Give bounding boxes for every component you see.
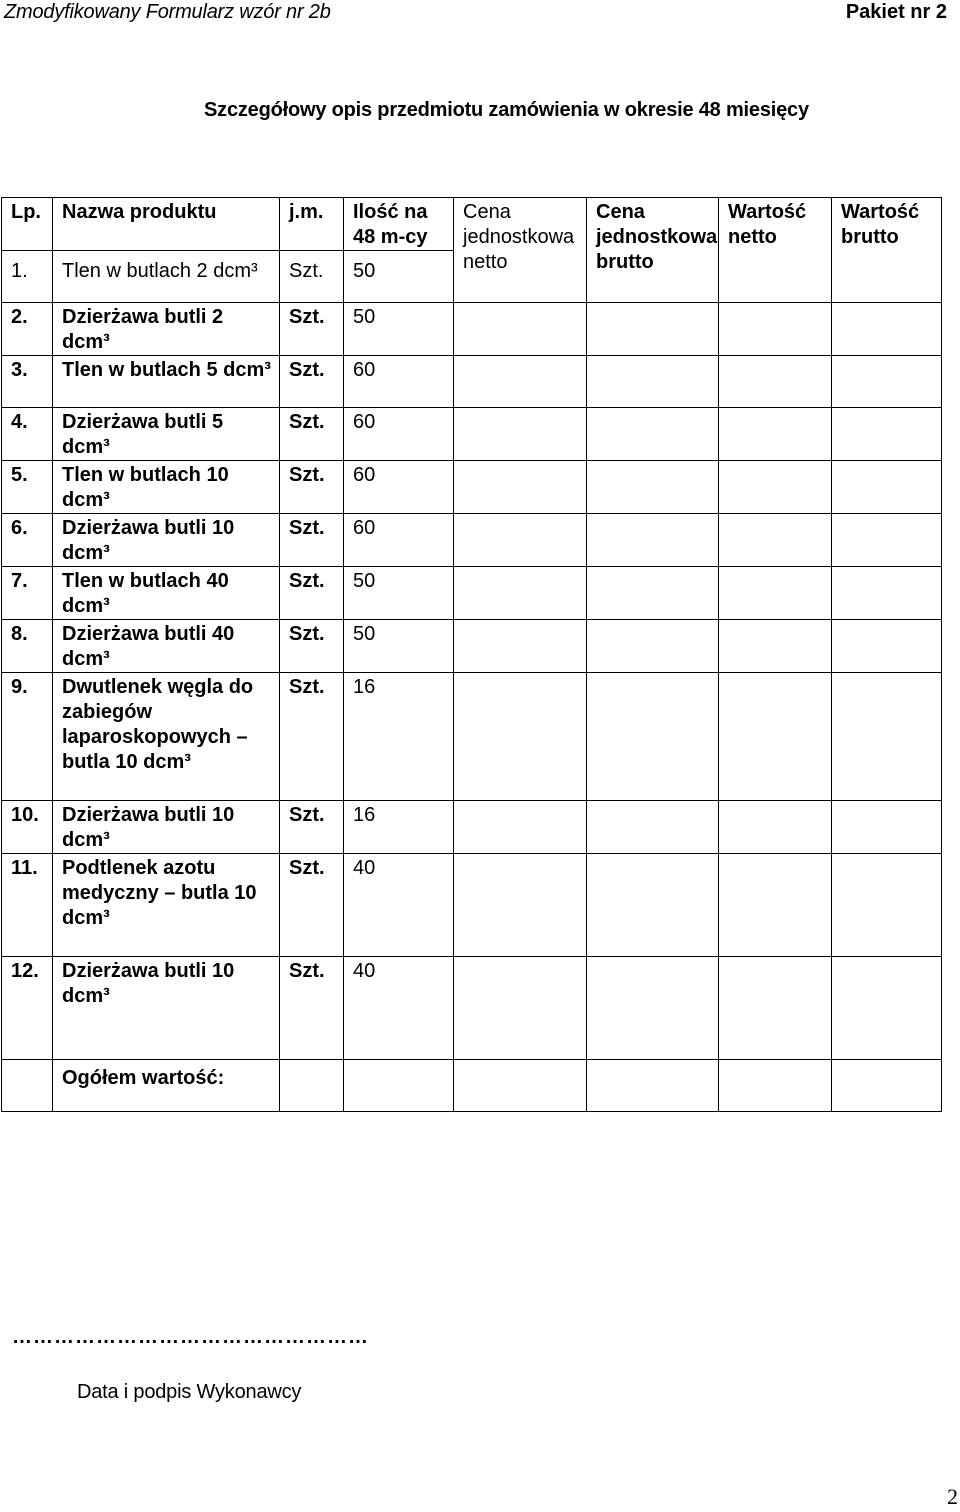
table-row bbox=[2, 303, 942, 356]
row-empty-cell bbox=[719, 303, 832, 356]
table-row bbox=[2, 567, 942, 620]
row-qty: 60 bbox=[344, 408, 454, 461]
total-empty-cell bbox=[454, 1060, 587, 1112]
row-empty-cell bbox=[832, 620, 942, 673]
row-empty-cell bbox=[587, 957, 719, 1060]
row-qty: 16 bbox=[344, 673, 454, 801]
page-number: 2 bbox=[947, 1484, 958, 1509]
row-lp: 1. bbox=[2, 251, 53, 303]
header-qty: Ilość na 48 m-cy bbox=[344, 198, 454, 251]
row-empty-cell bbox=[454, 673, 587, 801]
row-jm: Szt. bbox=[280, 461, 344, 514]
row-empty-cell bbox=[719, 408, 832, 461]
row-empty-cell bbox=[832, 567, 942, 620]
row-lp: 7. bbox=[2, 567, 53, 620]
form-title: Zmodyfikowany Formularz wzór nr 2b bbox=[4, 1, 331, 23]
signature-label: Data i podpis Wykonawcy bbox=[77, 1381, 302, 1403]
row-empty-cell bbox=[454, 514, 587, 567]
row-name: Tlen w butlach 2 dcm³ bbox=[53, 251, 280, 303]
row-jm: Szt. bbox=[280, 303, 344, 356]
row-jm: Szt. bbox=[280, 356, 344, 408]
row-empty-cell bbox=[587, 408, 719, 461]
row-qty: 40 bbox=[344, 957, 454, 1060]
row-lp: 10. bbox=[2, 801, 53, 854]
row-name: Podtlenek azotu medyczny – butla 10 dcm³ bbox=[53, 854, 280, 957]
row-empty-cell bbox=[719, 854, 832, 957]
table-header-row bbox=[2, 198, 942, 251]
header-unit-net: Cena jednostkowa netto bbox=[454, 198, 587, 303]
header-value-gross: Wartość brutto bbox=[832, 198, 942, 303]
row-empty-cell bbox=[832, 303, 942, 356]
row-name: Dzierżawa butli 2 dcm³ bbox=[53, 303, 280, 356]
row-empty-cell bbox=[719, 673, 832, 801]
header-jm: j.m. bbox=[280, 198, 344, 251]
total-empty-cell bbox=[587, 1060, 719, 1112]
row-name: Tlen w butlach 5 dcm³ bbox=[53, 356, 280, 408]
row-qty: 60 bbox=[344, 461, 454, 514]
row-empty-cell bbox=[454, 854, 587, 957]
row-empty-cell bbox=[454, 408, 587, 461]
row-empty-cell bbox=[587, 801, 719, 854]
row-lp: 4. bbox=[2, 408, 53, 461]
row-jm: Szt. bbox=[280, 673, 344, 801]
row-empty-cell bbox=[587, 620, 719, 673]
row-qty: 60 bbox=[344, 514, 454, 567]
table-row bbox=[2, 801, 942, 854]
row-qty: 40 bbox=[344, 854, 454, 957]
row-empty-cell bbox=[454, 356, 587, 408]
row-qty: 50 bbox=[344, 620, 454, 673]
row-lp: 6. bbox=[2, 514, 53, 567]
row-lp: 3. bbox=[2, 356, 53, 408]
row-empty-cell bbox=[719, 514, 832, 567]
row-empty-cell bbox=[587, 356, 719, 408]
row-jm: Szt. bbox=[280, 801, 344, 854]
row-qty: 50 bbox=[344, 251, 454, 303]
table-row bbox=[2, 673, 942, 801]
row-empty-cell bbox=[587, 303, 719, 356]
table-row bbox=[2, 356, 942, 408]
row-empty-cell bbox=[454, 461, 587, 514]
table-row bbox=[2, 514, 942, 567]
header-unit-gross: Cena jednostkowa brutto bbox=[587, 198, 719, 303]
total-empty-cell bbox=[832, 1060, 942, 1112]
row-lp: 5. bbox=[2, 461, 53, 514]
signature-line: …………………………………………… bbox=[12, 1326, 369, 1348]
row-name: Tlen w butlach 40 dcm³ bbox=[53, 567, 280, 620]
table-row bbox=[2, 408, 942, 461]
row-empty-cell bbox=[719, 957, 832, 1060]
row-empty-cell bbox=[832, 957, 942, 1060]
row-empty-cell bbox=[454, 567, 587, 620]
row-empty-cell bbox=[719, 567, 832, 620]
row-qty: 50 bbox=[344, 303, 454, 356]
row-empty-cell bbox=[587, 461, 719, 514]
total-empty-cell bbox=[2, 1060, 53, 1112]
row-name: Dzierżawa butli 40 dcm³ bbox=[53, 620, 280, 673]
row-name: Dzierżawa butli 10 dcm³ bbox=[53, 957, 280, 1060]
row-empty-cell bbox=[454, 620, 587, 673]
row-empty-cell bbox=[719, 620, 832, 673]
row-lp: 2. bbox=[2, 303, 53, 356]
row-lp: 8. bbox=[2, 620, 53, 673]
row-name: Dzierżawa butli 5 dcm³ bbox=[53, 408, 280, 461]
row-lp: 12. bbox=[2, 957, 53, 1060]
row-empty-cell bbox=[587, 854, 719, 957]
row-empty-cell bbox=[719, 801, 832, 854]
package-label: Pakiet nr 2 bbox=[845, 1, 947, 23]
row-jm: Szt. bbox=[280, 514, 344, 567]
row-empty-cell bbox=[832, 356, 942, 408]
row-empty-cell bbox=[832, 801, 942, 854]
header-value-net: Wartość netto bbox=[719, 198, 832, 303]
total-row bbox=[2, 1060, 942, 1112]
row-empty-cell bbox=[719, 461, 832, 514]
total-empty-cell bbox=[344, 1060, 454, 1112]
row-lp: 9. bbox=[2, 673, 53, 801]
row-name: Dwutlenek węgla do zabiegów laparoskopowych – butla 10 dcm³ bbox=[53, 673, 280, 801]
row-name: Dzierżawa butli 10 dcm³ bbox=[53, 801, 280, 854]
row-jm: Szt. bbox=[280, 251, 344, 303]
document-title: Szczegółowy opis przedmiotu zamówienia w okresie 48 miesięcy bbox=[204, 99, 809, 121]
row-empty-cell bbox=[454, 303, 587, 356]
row-empty-cell bbox=[832, 461, 942, 514]
table-row bbox=[2, 854, 942, 957]
header-name: Nazwa produktu bbox=[53, 198, 280, 251]
total-empty-cell bbox=[280, 1060, 344, 1112]
row-empty-cell bbox=[832, 514, 942, 567]
row-empty-cell bbox=[454, 801, 587, 854]
row-qty: 50 bbox=[344, 567, 454, 620]
table-row bbox=[2, 461, 942, 514]
header-lp: Lp. bbox=[2, 198, 53, 251]
row-lp: 11. bbox=[2, 854, 53, 957]
total-label: Ogółem wartość: bbox=[53, 1060, 280, 1112]
row-empty-cell bbox=[832, 854, 942, 957]
row-jm: Szt. bbox=[280, 957, 344, 1060]
row-qty: 60 bbox=[344, 356, 454, 408]
row-empty-cell bbox=[587, 567, 719, 620]
row-jm: Szt. bbox=[280, 408, 344, 461]
row-empty-cell bbox=[832, 408, 942, 461]
total-empty-cell bbox=[719, 1060, 832, 1112]
row-name: Dzierżawa butli 10 dcm³ bbox=[53, 514, 280, 567]
row-name: Tlen w butlach 10 dcm³ bbox=[53, 461, 280, 514]
row-empty-cell bbox=[832, 673, 942, 801]
row-empty-cell bbox=[587, 673, 719, 801]
row-empty-cell bbox=[454, 957, 587, 1060]
row-jm: Szt. bbox=[280, 620, 344, 673]
table-row bbox=[2, 620, 942, 673]
row-jm: Szt. bbox=[280, 567, 344, 620]
row-qty: 16 bbox=[344, 801, 454, 854]
row-jm: Szt. bbox=[280, 854, 344, 957]
row-empty-cell bbox=[719, 356, 832, 408]
order-table bbox=[1, 197, 942, 1112]
table-row bbox=[2, 957, 942, 1060]
row-empty-cell bbox=[587, 514, 719, 567]
